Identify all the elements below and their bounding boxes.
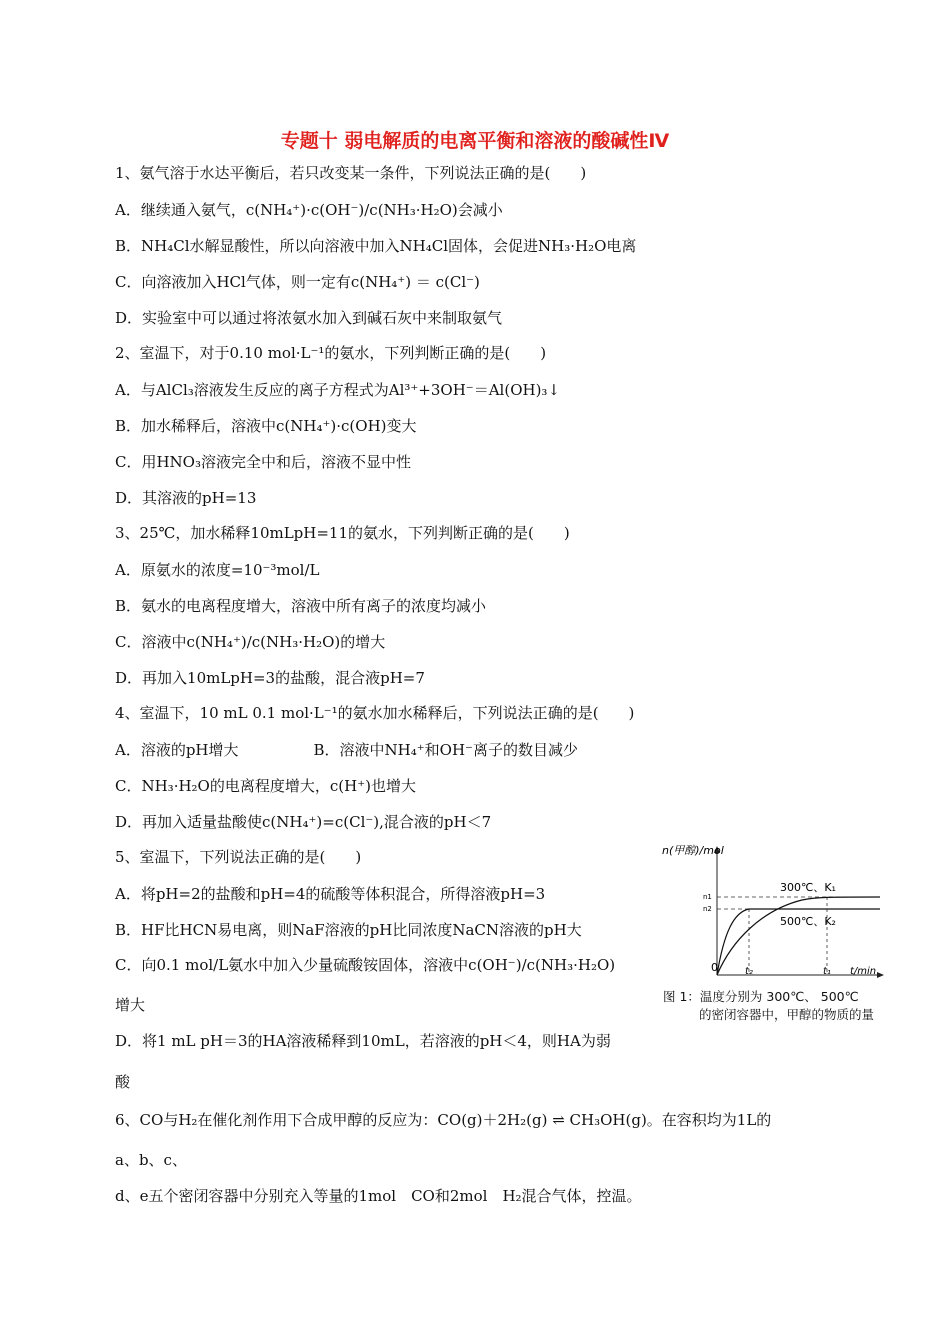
t1-tick: t₁: [823, 966, 831, 977]
text-line-q4d: D．再加入适量盐酸使c(NH₄⁺)=c(Cl⁻),混合液的pH＜7: [115, 813, 492, 831]
figure-caption-line2: 的密闭容器中，甲醇的物质的量: [699, 1007, 875, 1022]
text-line-q1: 1、氨气溶于水达平衡后，若只改变某一条件，下列说法正确的是( ): [115, 164, 587, 182]
curve-300-label: 300℃、K₁: [780, 881, 836, 894]
text-line-q4c: C．NH₃·H₂O的电离程度增大，c(H⁺)也增大: [115, 777, 416, 795]
y-axis-label: n(甲醇)/mol: [662, 844, 724, 857]
origin-label: 0: [711, 961, 718, 974]
text-line-q4ab: A．溶液的pH增大 B．溶液中NH₄⁺和OH⁻离子的数目减少: [115, 741, 578, 759]
text-line-q1c: C．向溶液加入HCl气体，则一定有c(NH₄⁺) ＝ c(Cl⁻): [115, 273, 480, 291]
text-line-q3b: B．氨水的电离程度增大，溶液中所有离子的浓度均减小: [115, 597, 487, 615]
curve-500-label: 500℃、K₂: [780, 915, 836, 928]
text-line-q1b: B．NH₄Cl水解显酸性，所以向溶液中加入NH₄Cl固体，会促进NH₃·H₂O电离: [115, 237, 637, 255]
text-line-q5: 5、室温下，下列说法正确的是( ): [115, 848, 362, 866]
text-line-q6: 6、CO与H₂在催化剂作用下合成甲醇的反应为：CO(g)＋2H₂(g) ⇌ CH₃OH(g)。在容积均为1L的: [115, 1111, 772, 1129]
text-line-q4: 4、室温下，10 mL 0.1 mol·L⁻¹的氨水加水稀释后，下列说法正确的是( ): [115, 704, 635, 722]
text-line-q3c: C．溶液中c(NH₄⁺)/c(NH₃·H₂O)的增大: [115, 633, 386, 651]
text-line-q3d: D．再加入10mLpH=3的盐酸，混合液pH=7: [115, 669, 425, 687]
page-title: 专题十 弱电解质的电离平衡和溶液的酸碱性Ⅳ: [280, 130, 670, 152]
text-line-q6b: a、b、c、: [115, 1151, 187, 1169]
figure-caption: [663, 988, 903, 1024]
text-line-q2c: C．用HNO₃溶液完全中和后，溶液不显中性: [115, 453, 411, 471]
n2-label: n2: [703, 905, 712, 913]
text-line-q2: 2、室温下，对于0.10 mol·L⁻¹的氨水，下列判断正确的是( ): [115, 344, 547, 362]
n1-label: n1: [703, 893, 712, 901]
text-line-q2d: D．其溶液的pH=13: [115, 489, 257, 507]
text-line-q3a: A．原氨水的浓度=10⁻³mol/L: [115, 561, 320, 579]
text-line-q5d: D．将1 mL pH＝3的HA溶液稀释到10mL，若溶液的pH＜4，则HA为弱: [115, 1032, 611, 1050]
text-line-q5d2: 酸: [115, 1073, 131, 1091]
t2-tick: t₂: [745, 966, 753, 977]
text-line-q3: 3、25℃，加水稀释10mLpH=11的氨水，下列判断正确的是( ): [115, 524, 570, 542]
text-line-q5b: B．HF比HCN易电离，则NaF溶液的pH比同浓度NaCN溶液的pH大: [115, 921, 582, 939]
text-line-q2b: B．加水稀释后，溶液中c(NH₄⁺)·c(OH)变大: [115, 417, 417, 435]
text-line-q1a: A．继续通入氨气，c(NH₄⁺)·c(OH⁻)/c(NH₃·H₂O)会减小: [115, 201, 503, 219]
text-line-q2a: A．与AlCl₃溶液发生反应的离子方程式为Al³⁺+3OH⁻＝Al(OH)₃↓: [115, 381, 561, 399]
text-line-q6c: d、e五个密闭容器中分别充入等量的1mol CO和2mol H₂混合气体，控温。: [115, 1187, 642, 1205]
text-line-q5c2: 增大: [115, 996, 146, 1014]
x-axis-label: t/min: [850, 966, 877, 977]
text-line-q1d: D．实验室中可以通过将浓氨水加入到碱石灰中来制取氨气: [115, 309, 503, 327]
text-line-q5a: A．将pH=2的盐酸和pH=4的硫酸等体积混合，所得溶液pH=3: [115, 885, 546, 903]
figure-caption-line1: 图 1：温度分别为 300℃、 500℃: [663, 989, 859, 1004]
text-line-q5c: C．向0.1 mol/L氨水中加入少量硫酸铵固体，溶液中c(OH⁻)/c(NH₃·H₂O): [115, 956, 616, 974]
